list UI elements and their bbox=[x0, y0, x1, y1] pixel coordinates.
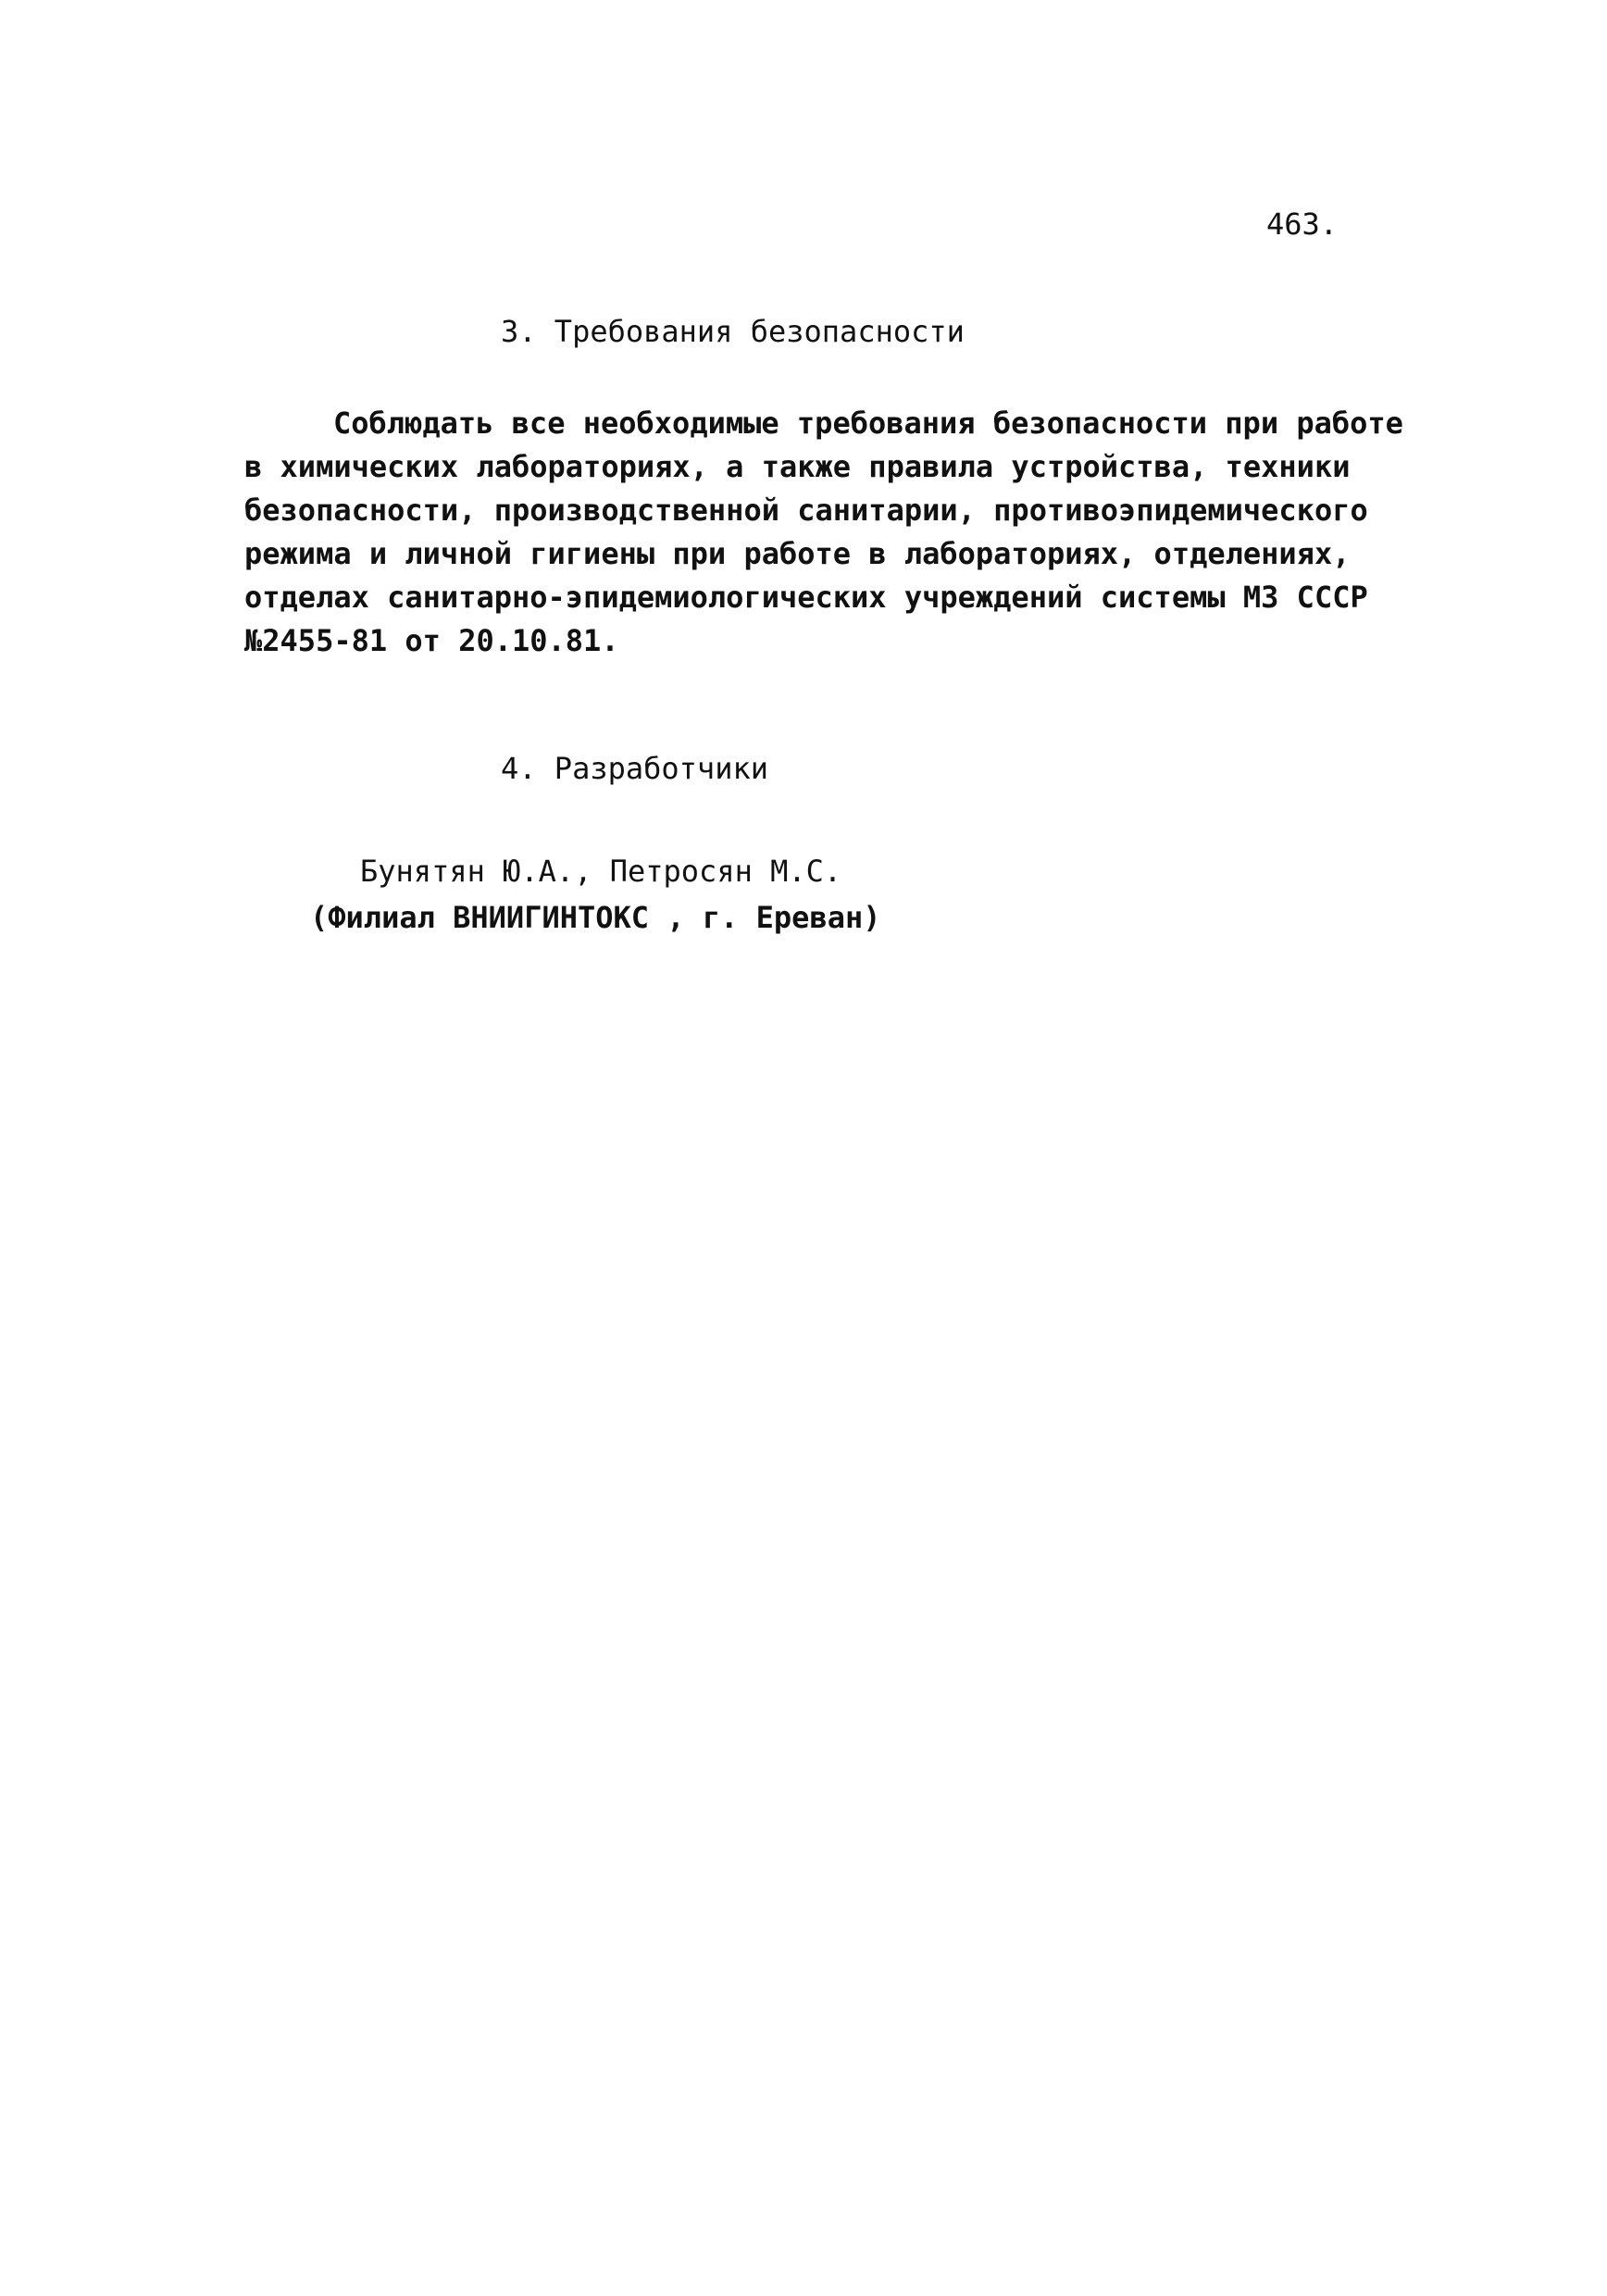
developer-organization: (Филиал ВНИИГИНТОКС , г. Ереван) bbox=[310, 900, 881, 935]
section-4-heading: 4. Разработчики bbox=[501, 751, 768, 786]
paragraph-line: режима и личной гигиены при работе в лабораториях, отделениях, bbox=[244, 536, 1351, 571]
paragraph-line: Соблюдать все необходимые требования безопасности при работе bbox=[333, 406, 1403, 441]
paragraph-line: в химических лабораториях, а также правила устройства, техники bbox=[244, 449, 1351, 484]
developers-block bbox=[310, 848, 881, 941]
developer-names: Бунятян Ю.А., Петросян М.С. bbox=[360, 854, 842, 889]
paragraph-line: отделах санитарно-эпидемиологических учреждений системы МЗ СССР bbox=[244, 580, 1368, 615]
safety-requirements-paragraph bbox=[244, 402, 1403, 663]
paragraph-line: безопасности, производственной санитарии, противоэпидемического bbox=[244, 493, 1368, 528]
section-3-heading: 3. Требования безопасности bbox=[501, 314, 965, 349]
paragraph-line: №2455-81 от 20.10.81. bbox=[244, 623, 619, 658]
page-number: 463. bbox=[1266, 206, 1339, 242]
